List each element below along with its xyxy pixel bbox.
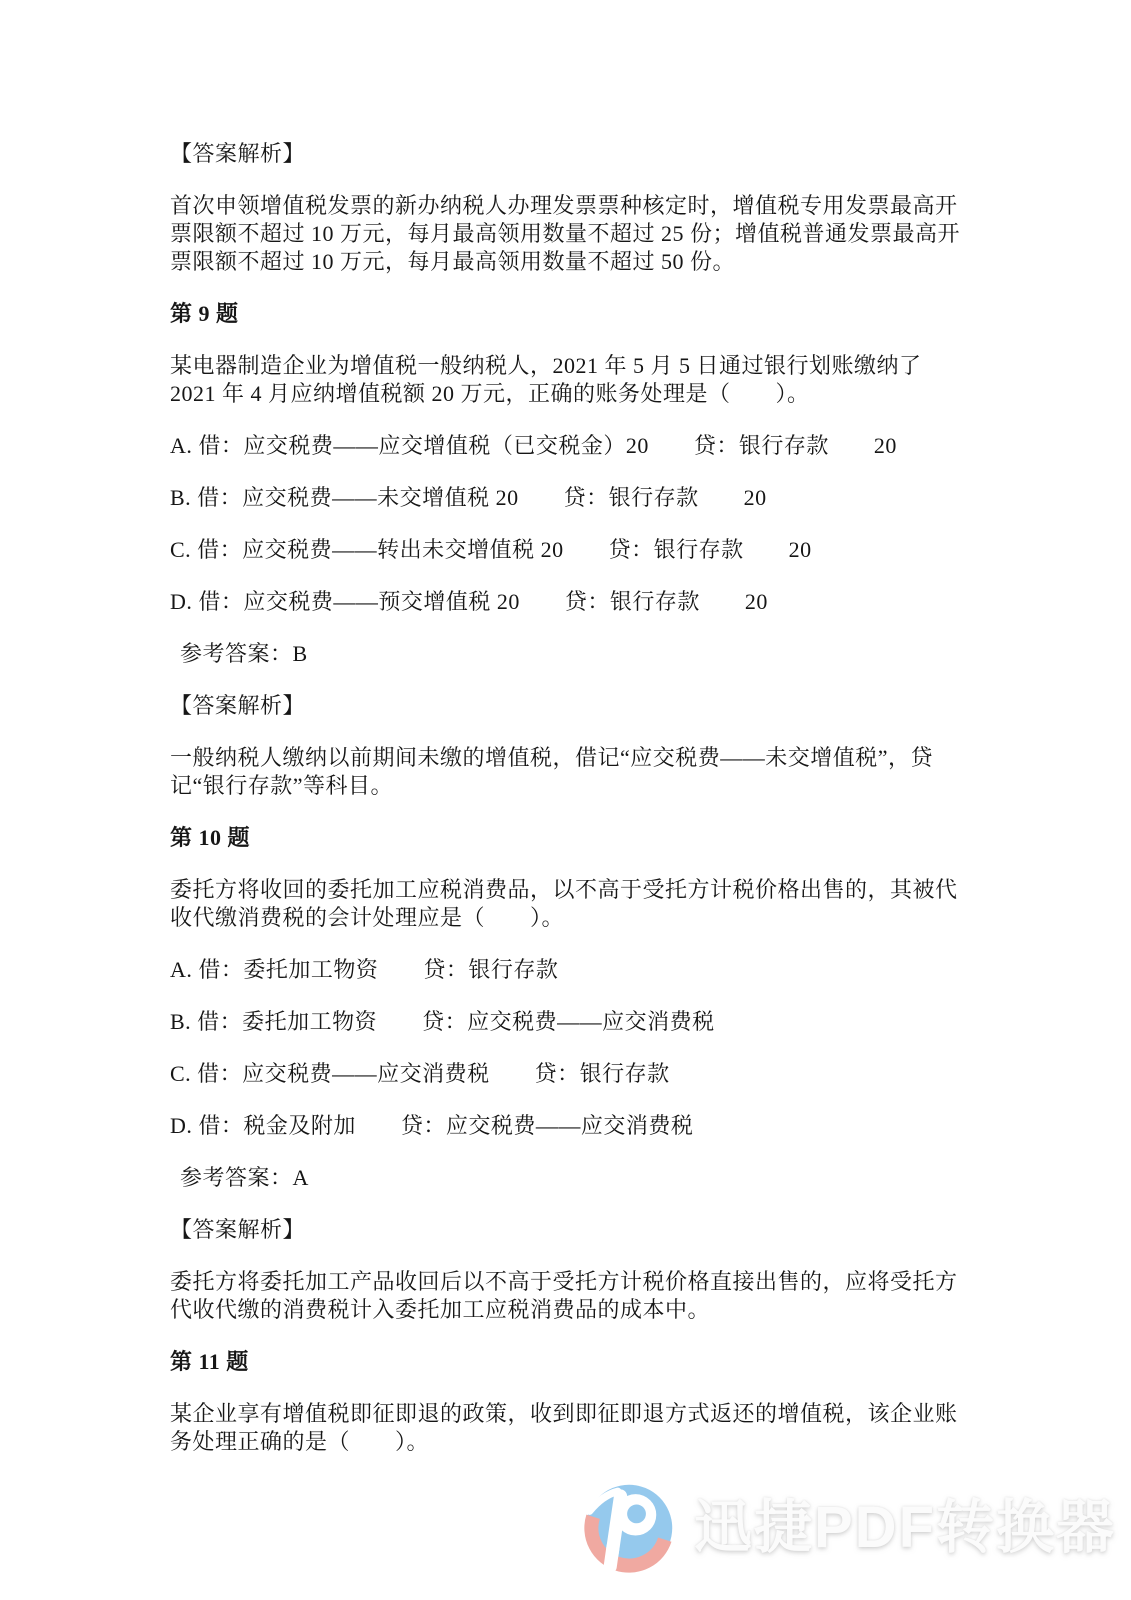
question-9-analysis-text: 一般纳税人缴纳以前期间未缴的增值税，借记“应交税费——未交增值税”，贷记“银行存款”等科目。 (170, 745, 934, 798)
question-10-option-d: D. 借：税金及附加 贷：应交税费——应交消费税 (170, 1113, 694, 1138)
watermark-text: 迅捷PDF转换器 (694, 1495, 1117, 1560)
analysis-heading: 【答案解析】 (170, 141, 306, 166)
question-10-option-b: B. 借：委托加工物资 贷：应交税费——应交消费税 (170, 1009, 715, 1034)
question-9-option-b: B. 借：应交税费——未交增值税 20 贷：银行存款 20 (170, 485, 767, 510)
question-9-stem: 某电器制造企业为增值税一般纳税人，2021 年 5 月 5 日通过银行划账缴纳了 2021 年 4 月应纳增值税额 20 万元，正确的账务处理是（ ）。 (170, 353, 928, 406)
pdf-converter-watermark (582, 1481, 1116, 1575)
question-9-reference-answer: 参考答案：B (180, 641, 308, 666)
question-10-stem: 委托方将收回的委托加工应税消费品，以不高于受托方计税价格出售的，其被代收代缴消费税的会计处理应是（ ）。 (170, 877, 958, 930)
question-10-title: 第 10 题 (170, 825, 251, 850)
question-9-analysis-heading: 【答案解析】 (170, 693, 306, 718)
document-body (170, 140, 962, 1480)
question-10-analysis-heading: 【答案解析】 (170, 1217, 306, 1242)
question-9-option-c: C. 借：应交税费——转出未交增值税 20 贷：银行存款 20 (170, 537, 812, 562)
question-11-stem: 某企业享有增值税即征即退的政策，收到即征即退方式返还的增值税，该企业账务处理正确的是（ ）。 (170, 1401, 958, 1454)
analysis-text: 首次申领增值税发票的新办纳税人办理发票票种核定时，增值税专用发票最高开票限额不超过 10 万元，每月最高领用数量不超过 25 份；增值税普通发票最高开票限额不超过 10 万元，每月最高领用数量不超过 50 份。 (170, 193, 961, 274)
question-10-option-c: C. 借：应交税费——应交消费税 贷：银行存款 (170, 1061, 670, 1086)
question-9-title: 第 9 题 (170, 301, 239, 326)
question-10-option-a: A. 借：委托加工物资 贷：银行存款 (170, 957, 559, 982)
question-10-reference-answer: 参考答案：A (180, 1165, 309, 1190)
question-11-title: 第 11 题 (170, 1349, 249, 1374)
question-10-analysis-text: 委托方将委托加工产品收回后以不高于受托方计税价格直接出售的，应将受托方代收代缴的消费税计入委托加工应税消费品的成本中。 (170, 1269, 958, 1322)
question-9-option-a: A. 借：应交税费——应交增值税（已交税金）20 贷：银行存款 20 (170, 433, 897, 458)
xunjie-pdf-converter-logo-icon (582, 1481, 676, 1575)
question-9-option-d: D. 借：应交税费——预交增值税 20 贷：银行存款 20 (170, 589, 768, 614)
